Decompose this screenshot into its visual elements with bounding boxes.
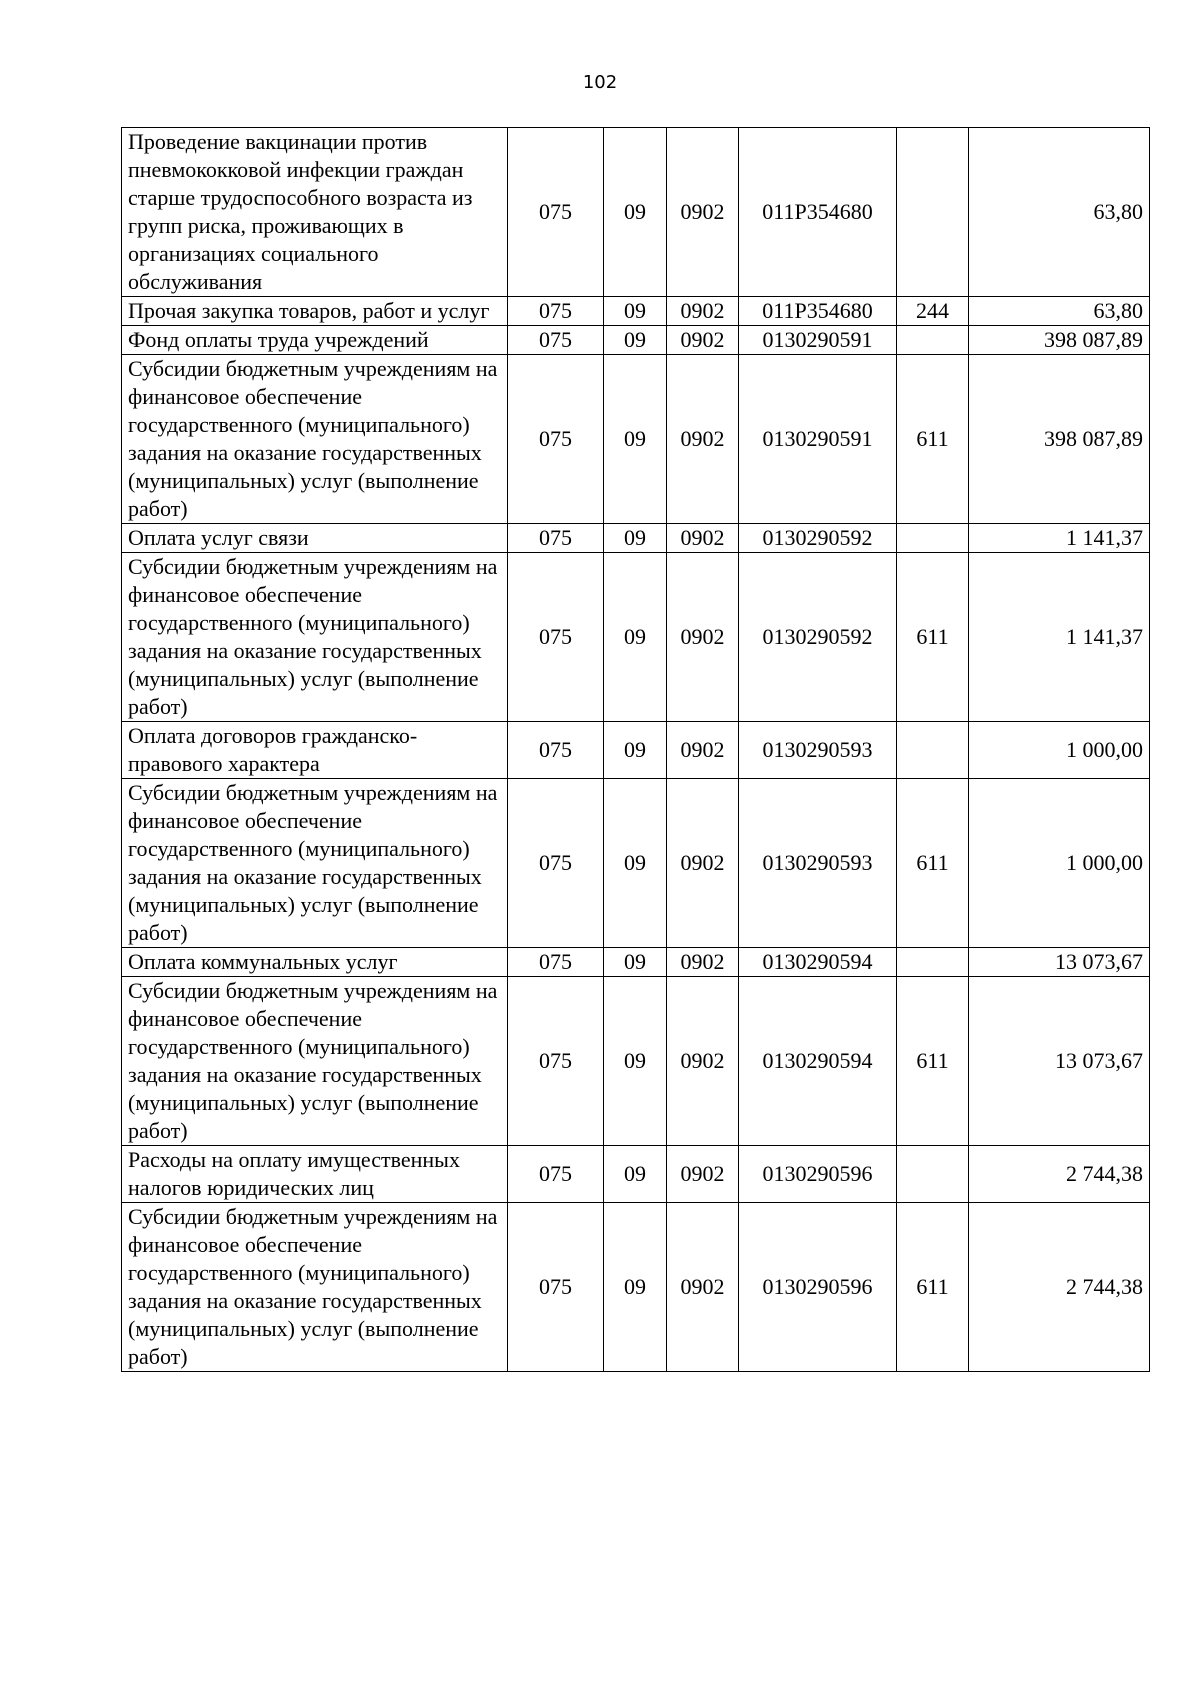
subsection-code: 0902: [667, 355, 739, 524]
expense-type-code: [897, 948, 969, 977]
table-row: [122, 1146, 1150, 1203]
expense-name: Субсидии бюджетным учреждениям на финансовое обеспечение государственного (муниципального) задания на оказание государственных (муниципальных) услуг (выполнение работ): [122, 1203, 508, 1372]
table-row: [122, 779, 1150, 948]
table-row: [122, 1203, 1150, 1372]
expense-name: Субсидии бюджетным учреждениям на финансовое обеспечение государственного (муниципального) задания на оказание государственных (муниципальных) услуг (выполнение работ): [122, 553, 508, 722]
subsection-code: 0902: [667, 948, 739, 977]
amount: 398 087,89: [969, 355, 1150, 524]
amount: 398 087,89: [969, 326, 1150, 355]
section-code: 09: [604, 779, 667, 948]
subsection-code: 0902: [667, 524, 739, 553]
expense-name: Оплата коммунальных услуг: [122, 948, 508, 977]
table-row: [122, 524, 1150, 553]
target-article-code: 0130290592: [739, 524, 897, 553]
amount: 13 073,67: [969, 948, 1150, 977]
target-article-code: 0130290596: [739, 1203, 897, 1372]
amount: 63,80: [969, 297, 1150, 326]
target-article-code: 0130290596: [739, 1146, 897, 1203]
expense-name: Прочая закупка товаров, работ и услуг: [122, 297, 508, 326]
expense-type-code: [897, 1146, 969, 1203]
table-row: [122, 326, 1150, 355]
table-row: [122, 977, 1150, 1146]
section-code: 09: [604, 948, 667, 977]
section-code: 09: [604, 1146, 667, 1203]
amount: 13 073,67: [969, 977, 1150, 1146]
amount: 63,80: [969, 128, 1150, 297]
expense-type-code: [897, 524, 969, 553]
expense-type-code: 611: [897, 553, 969, 722]
target-article-code: 0130290593: [739, 779, 897, 948]
section-code: 09: [604, 355, 667, 524]
expense-type-code: [897, 128, 969, 297]
ministry-code: 075: [508, 355, 604, 524]
target-article-code: 011P354680: [739, 128, 897, 297]
section-code: 09: [604, 553, 667, 722]
expense-type-code: 244: [897, 297, 969, 326]
expense-type-code: 611: [897, 779, 969, 948]
target-article-code: 0130290594: [739, 948, 897, 977]
expense-type-code: 611: [897, 355, 969, 524]
table-body: [122, 128, 1150, 1372]
expense-name: Фонд оплаты труда учреждений: [122, 326, 508, 355]
ministry-code: 075: [508, 326, 604, 355]
target-article-code: 0130290591: [739, 326, 897, 355]
expense-type-code: [897, 722, 969, 779]
expense-name: Оплата услуг связи: [122, 524, 508, 553]
amount: 1 000,00: [969, 722, 1150, 779]
section-code: 09: [604, 1203, 667, 1372]
expense-type-code: 611: [897, 1203, 969, 1372]
amount: 2 744,38: [969, 1146, 1150, 1203]
subsection-code: 0902: [667, 297, 739, 326]
ministry-code: 075: [508, 524, 604, 553]
ministry-code: 075: [508, 779, 604, 948]
ministry-code: 075: [508, 722, 604, 779]
subsection-code: 0902: [667, 977, 739, 1146]
budget-table: [121, 127, 1150, 1372]
section-code: 09: [604, 977, 667, 1146]
table-row: [122, 948, 1150, 977]
subsection-code: 0902: [667, 722, 739, 779]
ministry-code: 075: [508, 553, 604, 722]
table-row: [122, 355, 1150, 524]
ministry-code: 075: [508, 1146, 604, 1203]
amount: 1 141,37: [969, 553, 1150, 722]
target-article-code: 0130290592: [739, 553, 897, 722]
amount: 1 000,00: [969, 779, 1150, 948]
target-article-code: 011P354680: [739, 297, 897, 326]
subsection-code: 0902: [667, 553, 739, 722]
subsection-code: 0902: [667, 326, 739, 355]
expense-name: Субсидии бюджетным учреждениям на финансовое обеспечение государственного (муниципального) задания на оказание государственных (муниципальных) услуг (выполнение работ): [122, 977, 508, 1146]
subsection-code: 0902: [667, 1146, 739, 1203]
subsection-code: 0902: [667, 1203, 739, 1372]
expense-name: Субсидии бюджетным учреждениям на финансовое обеспечение государственного (муниципального) задания на оказание государственных (муниципальных) услуг (выполнение работ): [122, 355, 508, 524]
page-number: 102: [582, 72, 618, 93]
expense-name: Расходы на оплату имущественных налогов юридических лиц: [122, 1146, 508, 1203]
section-code: 09: [604, 128, 667, 297]
expense-name: Субсидии бюджетным учреждениям на финансовое обеспечение государственного (муниципального) задания на оказание государственных (муниципальных) услуг (выполнение работ): [122, 779, 508, 948]
expense-type-code: [897, 326, 969, 355]
ministry-code: 075: [508, 977, 604, 1146]
ministry-code: 075: [508, 1203, 604, 1372]
subsection-code: 0902: [667, 128, 739, 297]
ministry-code: 075: [508, 128, 604, 297]
table-row: [122, 128, 1150, 297]
amount: 1 141,37: [969, 524, 1150, 553]
section-code: 09: [604, 524, 667, 553]
ministry-code: 075: [508, 297, 604, 326]
section-code: 09: [604, 297, 667, 326]
target-article-code: 0130290593: [739, 722, 897, 779]
table-row: [122, 553, 1150, 722]
section-code: 09: [604, 722, 667, 779]
expense-name: Проведение вакцинации против пневмококковой инфекции граждан старше трудоспособного возраста из групп риска, проживающих в организациях социального обслуживания: [122, 128, 508, 297]
expense-name: Оплата договоров гражданско-правового характера: [122, 722, 508, 779]
target-article-code: 0130290594: [739, 977, 897, 1146]
section-code: 09: [604, 326, 667, 355]
amount: 2 744,38: [969, 1203, 1150, 1372]
target-article-code: 0130290591: [739, 355, 897, 524]
ministry-code: 075: [508, 948, 604, 977]
table-row: [122, 297, 1150, 326]
table-row: [122, 722, 1150, 779]
expense-type-code: 611: [897, 977, 969, 1146]
subsection-code: 0902: [667, 779, 739, 948]
